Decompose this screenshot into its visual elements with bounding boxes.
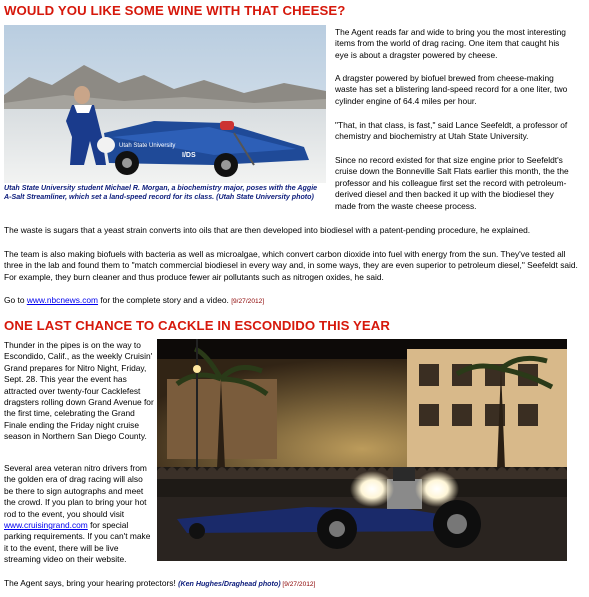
goto-line	[4, 295, 579, 307]
article2-text: for special parking requirements. If you can't make it to the event, there will be live streaming video on their website.	[4, 520, 151, 565]
article2-paragraph	[4, 463, 154, 566]
car-decal-text: Utah State University	[119, 143, 176, 149]
headline-wine-cheese: WOULD YOU LIKE SOME WINE WITH THAT CHEESE?	[4, 3, 346, 18]
article2-paragraph: Thunder in the pipes is on the way to Escondido, Calif., as the weekly Cruisin' Grand prepares for Nitro Night, Friday, Sept. 28. This year the event has attracted over twenty-four Cacklefest dragsters rolling down Grand Avenue for the first time, celebrating the Grand Finale ending the Friday night cruise season in Northern San Diego County.	[4, 340, 154, 442]
dragster-night-photo	[157, 339, 567, 561]
closing-line	[4, 578, 579, 590]
article2-text: Several area veteran nitro drivers from the golden era of drag racing will also be there to sign autographs and meet the crowd. If you plan to bring your hot rod to the event, you should visit	[4, 463, 147, 519]
date-stamp: [9/27/2012]	[231, 298, 265, 305]
salt-flats-photo	[4, 25, 326, 183]
article1-paragraph: "That, in that class, is fast," said Lance Seefeldt, a professor of chemistry and biochemistry at Utah State University.	[335, 120, 568, 142]
photo-caption: Utah State University student Michael R. Morgan, a biochemistry major, poses with the Aggie A-Salt Streamliner, which set a land-speed record for its class. (Utah State University photo)	[4, 184, 318, 201]
closing-text: The Agent says, bring your hearing protectors!	[4, 578, 179, 588]
date-stamp: [9/27/2012]	[280, 581, 316, 588]
goto-suffix: for the complete story and a video.	[98, 295, 232, 305]
car-decal-number: I/DS	[182, 152, 196, 159]
nbcnews-link[interactable]: www.nbcnews.com	[26, 295, 99, 305]
article1-paragraph: Since no record existed for that size engine prior to Seefeldt's cruise down the Bonneville Salt Flats earlier this month, the the professor and his colleague first set the record with petroleum-derived diesel and then backed it up with the biodiesel they made from the waste cheese process.	[335, 155, 569, 211]
goto-prefix: Go to	[4, 295, 27, 305]
article1-paragraph: The Agent reads far and wide to bring you the most interesting items from the world of drag racing. One item that caught his eye is about a dragster powered by cheese.	[335, 27, 566, 60]
article1-paragraph: A dragster powered by biofuel brewed from cheese-making waste has set a blistering land-speed record for a one liter, two cylinder engine of 64.4 miles per hour.	[335, 73, 568, 106]
headline-escondido: ONE LAST CHANCE TO CACKLE IN ESCONDIDO THIS YEAR	[4, 318, 391, 333]
article1-paragraph: The waste is sugars that a yeast strain converts into oils that are then developed into biodiesel with a patent-pending procedure, he explained.	[4, 225, 531, 235]
article1-paragraph: The team is also making biofuels with bacteria as well as microalgae, which convert carbon dioxide into fuel with energy from the sun. They've tested all three in the lab and found them to "match commercial biodiesel in every way and, in some ways, they are even superior to petroleum diesel," Seefeldt said. For example, they burn cleaner and thus produce fewer air pollutants such as nitrogen oxides, he said.	[4, 249, 578, 282]
cruisingrand-link[interactable]: www.cruisingrand.com	[4, 520, 88, 531]
photo-credit: (Ken Hughes/Draghead photo)	[178, 580, 281, 588]
